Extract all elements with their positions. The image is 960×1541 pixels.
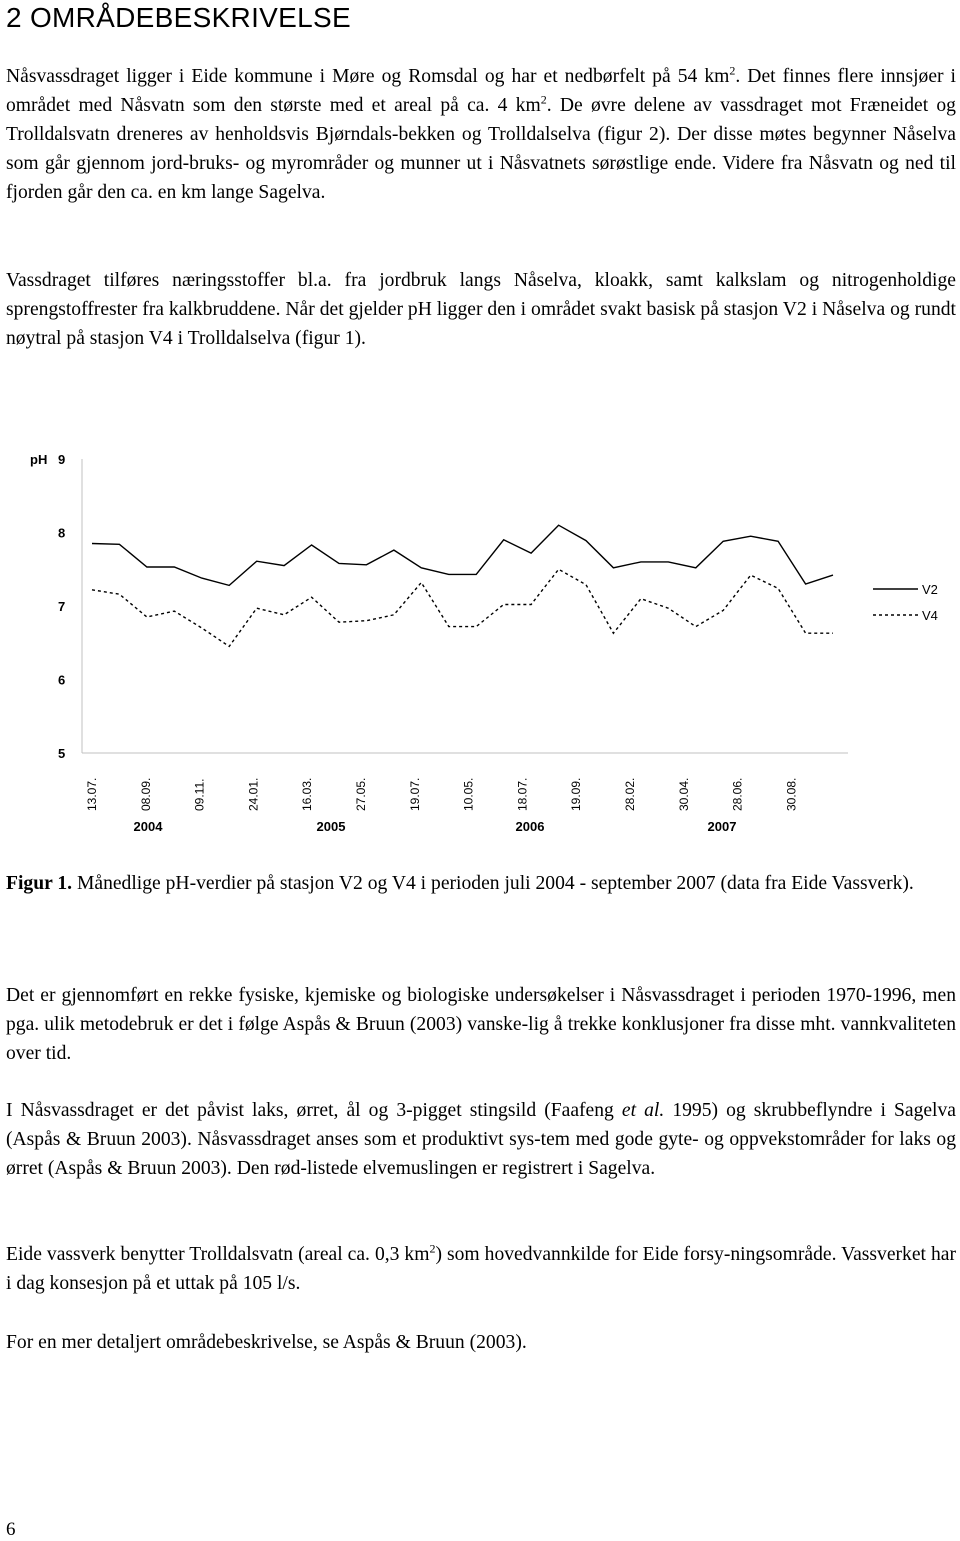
- x-tick-label: 28.02.: [623, 777, 637, 811]
- y-tick-label: 8: [58, 525, 66, 541]
- y-tick-label: 9: [58, 452, 66, 467]
- page-number: 6: [6, 1519, 16, 1540]
- legend-label: V4: [922, 608, 938, 623]
- paragraph-studies: Det er gjennomført en rekke fysiske, kjemiske og biologiske undersøkelser i Nåsvassdraget i perioden 1970-1996, men pga. ulik metodebruk er det i følge Aspås & Bruun (2003) vanske-lig å trekke konklusjoner fra disse mht. vannkvaliteten over tid.: [6, 985, 956, 1064]
- x-tick-label: 28.06.: [730, 777, 745, 811]
- section-heading: 2 OMRÅDEBESKRIVELSE: [6, 2, 351, 33]
- x-tick-label: 09.11.: [192, 778, 207, 811]
- x-tick-labels: [85, 778, 798, 811]
- paragraph-fish: [6, 1096, 956, 1183]
- y-axis-label: pH: [30, 452, 48, 467]
- superscript: 2: [540, 92, 547, 107]
- ph-line-chart: [0, 440, 960, 840]
- paragraph-text: . Det finnes flere innsjøer i området med Nåsvatn som den største med et areal på ca. 4 km: [6, 66, 957, 116]
- y-tick-label: 5: [58, 746, 66, 761]
- paragraph-area-description: [6, 62, 956, 207]
- year-label: 2005: [316, 819, 346, 834]
- paragraph-waterworks: [6, 1240, 956, 1298]
- figure-caption: [6, 869, 956, 898]
- y-tick-labels: [30, 452, 65, 761]
- paragraph-text: 1995) og skrubbeflyndre i Sagelva (Aspås & Bruun 2003). Nåsvassdraget anses som et produktivt sys-tem med gode gyte- og oppvekstområder for laks og ørret (Aspås & Bruun 2003). Den rød-listede elvemuslingen er registrert i Sagelva.: [6, 1100, 956, 1179]
- year-labels: [134, 819, 737, 834]
- superscript: 2: [729, 63, 736, 78]
- year-label: 2006: [515, 819, 545, 834]
- paragraph-text: Nåsvassdraget ligger i Eide kommune i Møre og Romsdal og har et nedbørfelt på 54 km: [6, 66, 730, 87]
- series-line-v4: [92, 569, 833, 646]
- paragraph-reference: For en mer detaljert områdebeskrivelse, se Aspås & Bruun (2003).: [6, 1332, 527, 1353]
- caption-text: Månedlige pH-verdier på stasjon V2 og V4 i perioden juli 2004 - september 2007 (data fra Eide Vassverk).: [72, 873, 914, 894]
- x-tick-label: 18.07.: [515, 777, 530, 811]
- paragraph-text: I Nåsvassdraget er det påvist laks, ørret, ål og 3-pigget stingsild (Faafeng: [6, 1100, 622, 1121]
- x-tick-label: 19.09.: [569, 777, 584, 811]
- x-tick-label: 16.03.: [300, 777, 315, 811]
- y-tick-label: 6: [58, 672, 66, 688]
- series-lines: [92, 525, 833, 646]
- superscript: 2: [429, 1241, 436, 1256]
- x-tick-label: 27.05.: [354, 777, 368, 811]
- italic-text: et al.: [621, 1100, 665, 1121]
- paragraph-text: ) som hovedvannkilde for Eide forsy-ningsområde. Vassverket har i dag konsesjon på et uttak på 105 l/s.: [6, 1244, 956, 1294]
- chart-axes: [82, 459, 848, 753]
- x-tick-label: 10.05.: [461, 777, 476, 811]
- paragraph-text: . De øvre delene av vassdraget mot Fræneidet og Trolldalsvatn dreneres av henholdsvis Bjørndals-bekken og Trolldalselva (figur 2). Der disse møtes begynner Nåselva som går gjennom jord-bruks- og myrområder og munner ut i Nåsvatnets sørøstlige ende. Videre fra Nåsvatn og ned til fjorden går den ca. en km lange Sagelva.: [6, 95, 956, 203]
- year-label: 2007: [707, 819, 737, 834]
- x-tick-label: 24.01.: [246, 777, 261, 811]
- x-tick-label: 30.08.: [784, 777, 799, 811]
- series-line-v2: [92, 525, 833, 585]
- paragraph-text: Eide vassverk benytter Trolldalsvatn (areal ca. 0,3 km: [6, 1244, 430, 1265]
- caption-label: Figur 1.: [6, 873, 73, 894]
- year-label: 2004: [133, 819, 163, 834]
- y-tick-label: 7: [58, 599, 66, 614]
- x-tick-label: 13.07.: [85, 777, 99, 811]
- x-tick-label: 08.09.: [138, 777, 153, 811]
- paragraph-nutrients: Vassdraget tilføres næringsstoffer bl.a. fra jordbruk langs Nåselva, kloakk, samt kalkslam og nitrogenholdige sprengstoffrester fra kalkbruddene. Når det gjelder pH ligger den i området svakt basisk på stasjon V2 i Nåselva og rundt nøytral på stasjon V4 i Trolldalselva (figur 1).: [6, 270, 956, 349]
- chart-legend: [873, 582, 938, 623]
- x-tick-label: 30.04.: [676, 777, 691, 811]
- legend-label: V2: [922, 582, 938, 597]
- x-tick-label: 19.07.: [407, 777, 422, 811]
